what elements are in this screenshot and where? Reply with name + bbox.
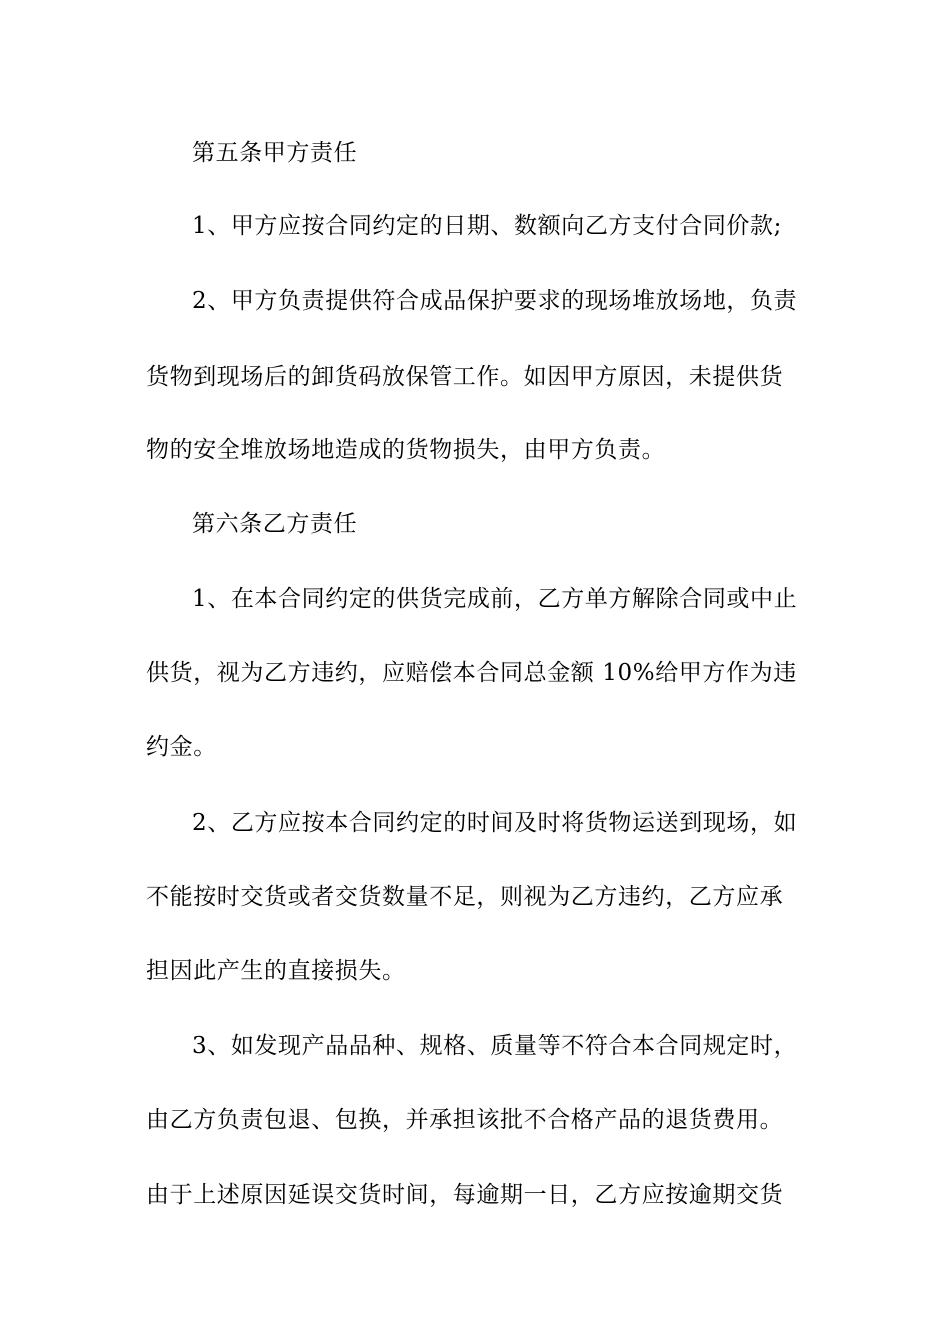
section-heading-6: 第六条乙方责任 (192, 511, 358, 537)
paragraph-line: 物的安全堆放场地造成的货物损失，由甲方负责。 (146, 437, 666, 463)
paragraph-line: 1、甲方应按合同约定的日期、数额向乙方支付合同价款; (192, 213, 782, 239)
paragraph-line: 1、在本合同约定的供货完成前，乙方单方解除合同或中止 (192, 586, 798, 612)
section-heading-5: 第五条甲方责任 (192, 140, 358, 166)
paragraph-line: 货物到现场后的卸货码放保管工作。如因甲方原因，未提供货 (146, 364, 784, 390)
paragraph-line: 担因此产生的直接损失。 (146, 958, 406, 984)
paragraph-line: 不能按时交货或者交货数量不足，则视为乙方违约，乙方应承 (146, 884, 784, 910)
paragraph-line: 供货，视为乙方违约，应赔偿本合同总金额 10%给甲方作为违 (146, 660, 797, 686)
paragraph-line: 约金。 (146, 734, 217, 760)
paragraph-line: 2、甲方负责提供符合成品保护要求的现场堆放场地，负责 (192, 288, 798, 314)
paragraph-line: 由于上述原因延误交货时间，每逾期一日，乙方应按逾期交货 (146, 1182, 784, 1208)
paragraph-line: 2、乙方应按本合同约定的时间及时将货物运送到现场，如 (192, 810, 798, 836)
paragraph-line: 由乙方负责包退、包换，并承担该批不合格产品的退货费用。 (146, 1107, 784, 1133)
paragraph-line: 3、如发现产品品种、规格、质量等不符合本合同规定时， (192, 1033, 798, 1059)
